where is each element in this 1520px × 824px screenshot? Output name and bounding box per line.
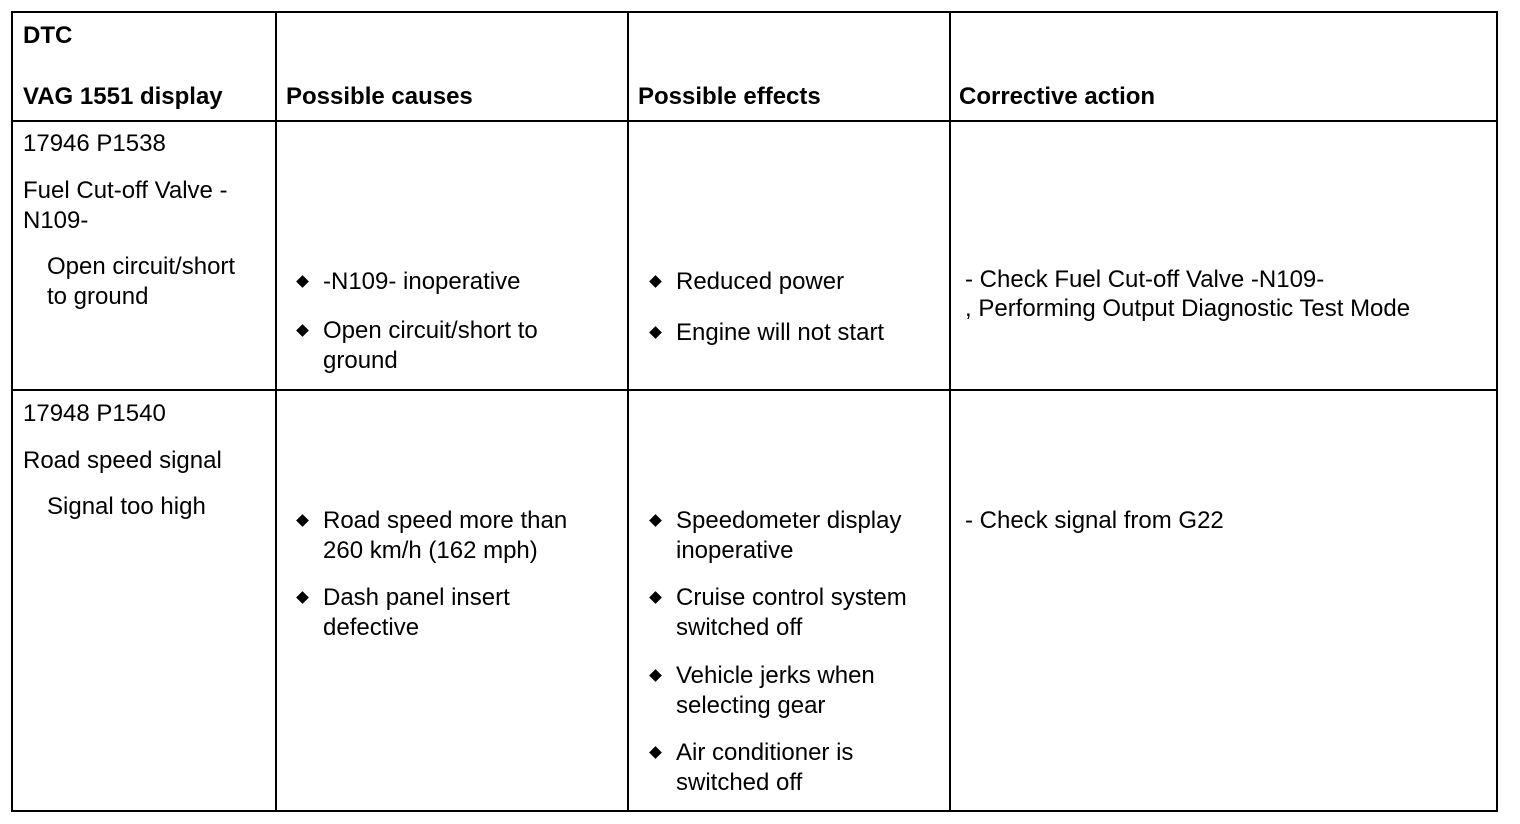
dtc-component-line: Road speed signal	[23, 447, 222, 474]
cause-item: defective	[323, 614, 420, 641]
effect-item: selecting gear	[676, 692, 826, 719]
bullet-icon	[296, 514, 309, 527]
effect-item: inoperative	[676, 537, 794, 564]
bullet-icon	[649, 275, 662, 288]
row-divider	[13, 389, 1496, 391]
corrective-action-line: - Check signal from G22	[965, 507, 1224, 534]
bullet-icon	[649, 326, 662, 339]
effect-item: switched off	[676, 614, 803, 641]
dtc-condition-line: to ground	[47, 283, 149, 310]
bullet-icon	[296, 275, 309, 288]
effect-item: Air conditioner is	[676, 739, 854, 766]
bullet-icon	[649, 669, 662, 682]
dtc-code: 17948 P1540	[23, 400, 166, 427]
bullet-icon	[649, 746, 662, 759]
dtc-component-line: Fuel Cut-off Valve -	[23, 177, 228, 204]
bullet-icon	[296, 591, 309, 604]
header-possible-effects: Possible effects	[638, 83, 821, 110]
cause-item: 260 km/h (162 mph)	[323, 537, 538, 564]
dtc-condition-line: Signal too high	[47, 493, 206, 520]
bullet-icon	[296, 324, 309, 337]
bullet-icon	[649, 591, 662, 604]
dtc-code: 17946 P1538	[23, 130, 166, 157]
cause-item: Dash panel insert	[323, 584, 510, 611]
effect-item: switched off	[676, 769, 803, 796]
effect-item: Reduced power	[676, 268, 845, 295]
dtc-component-line: N109-	[23, 207, 89, 234]
column-divider	[627, 13, 629, 810]
header-dtc: DTC	[23, 22, 73, 49]
header-possible-causes: Possible causes	[286, 83, 473, 110]
column-divider	[275, 13, 277, 810]
effect-item: Vehicle jerks when	[676, 662, 875, 689]
column-divider	[949, 13, 951, 810]
bullet-icon	[649, 514, 662, 527]
cause-item: -N109- inoperative	[323, 268, 521, 295]
header-corrective-action: Corrective action	[959, 83, 1156, 110]
effect-item: Cruise control system	[676, 584, 907, 611]
header-vag-display: VAG 1551 display	[23, 83, 223, 110]
dtc-condition-line: Open circuit/short	[47, 253, 236, 280]
corrective-action-line: - Check Fuel Cut-off Valve -N109-	[965, 266, 1325, 293]
effect-item: Speedometer display	[676, 507, 902, 534]
row-divider	[13, 120, 1496, 122]
cause-item: ground	[323, 347, 398, 374]
corrective-action-line: , Performing Output Diagnostic Test Mode	[965, 295, 1411, 322]
effect-item: Engine will not start	[676, 319, 885, 346]
cause-item: Road speed more than	[323, 507, 568, 534]
dtc-table	[11, 11, 1498, 812]
cause-item: Open circuit/short to	[323, 317, 538, 344]
